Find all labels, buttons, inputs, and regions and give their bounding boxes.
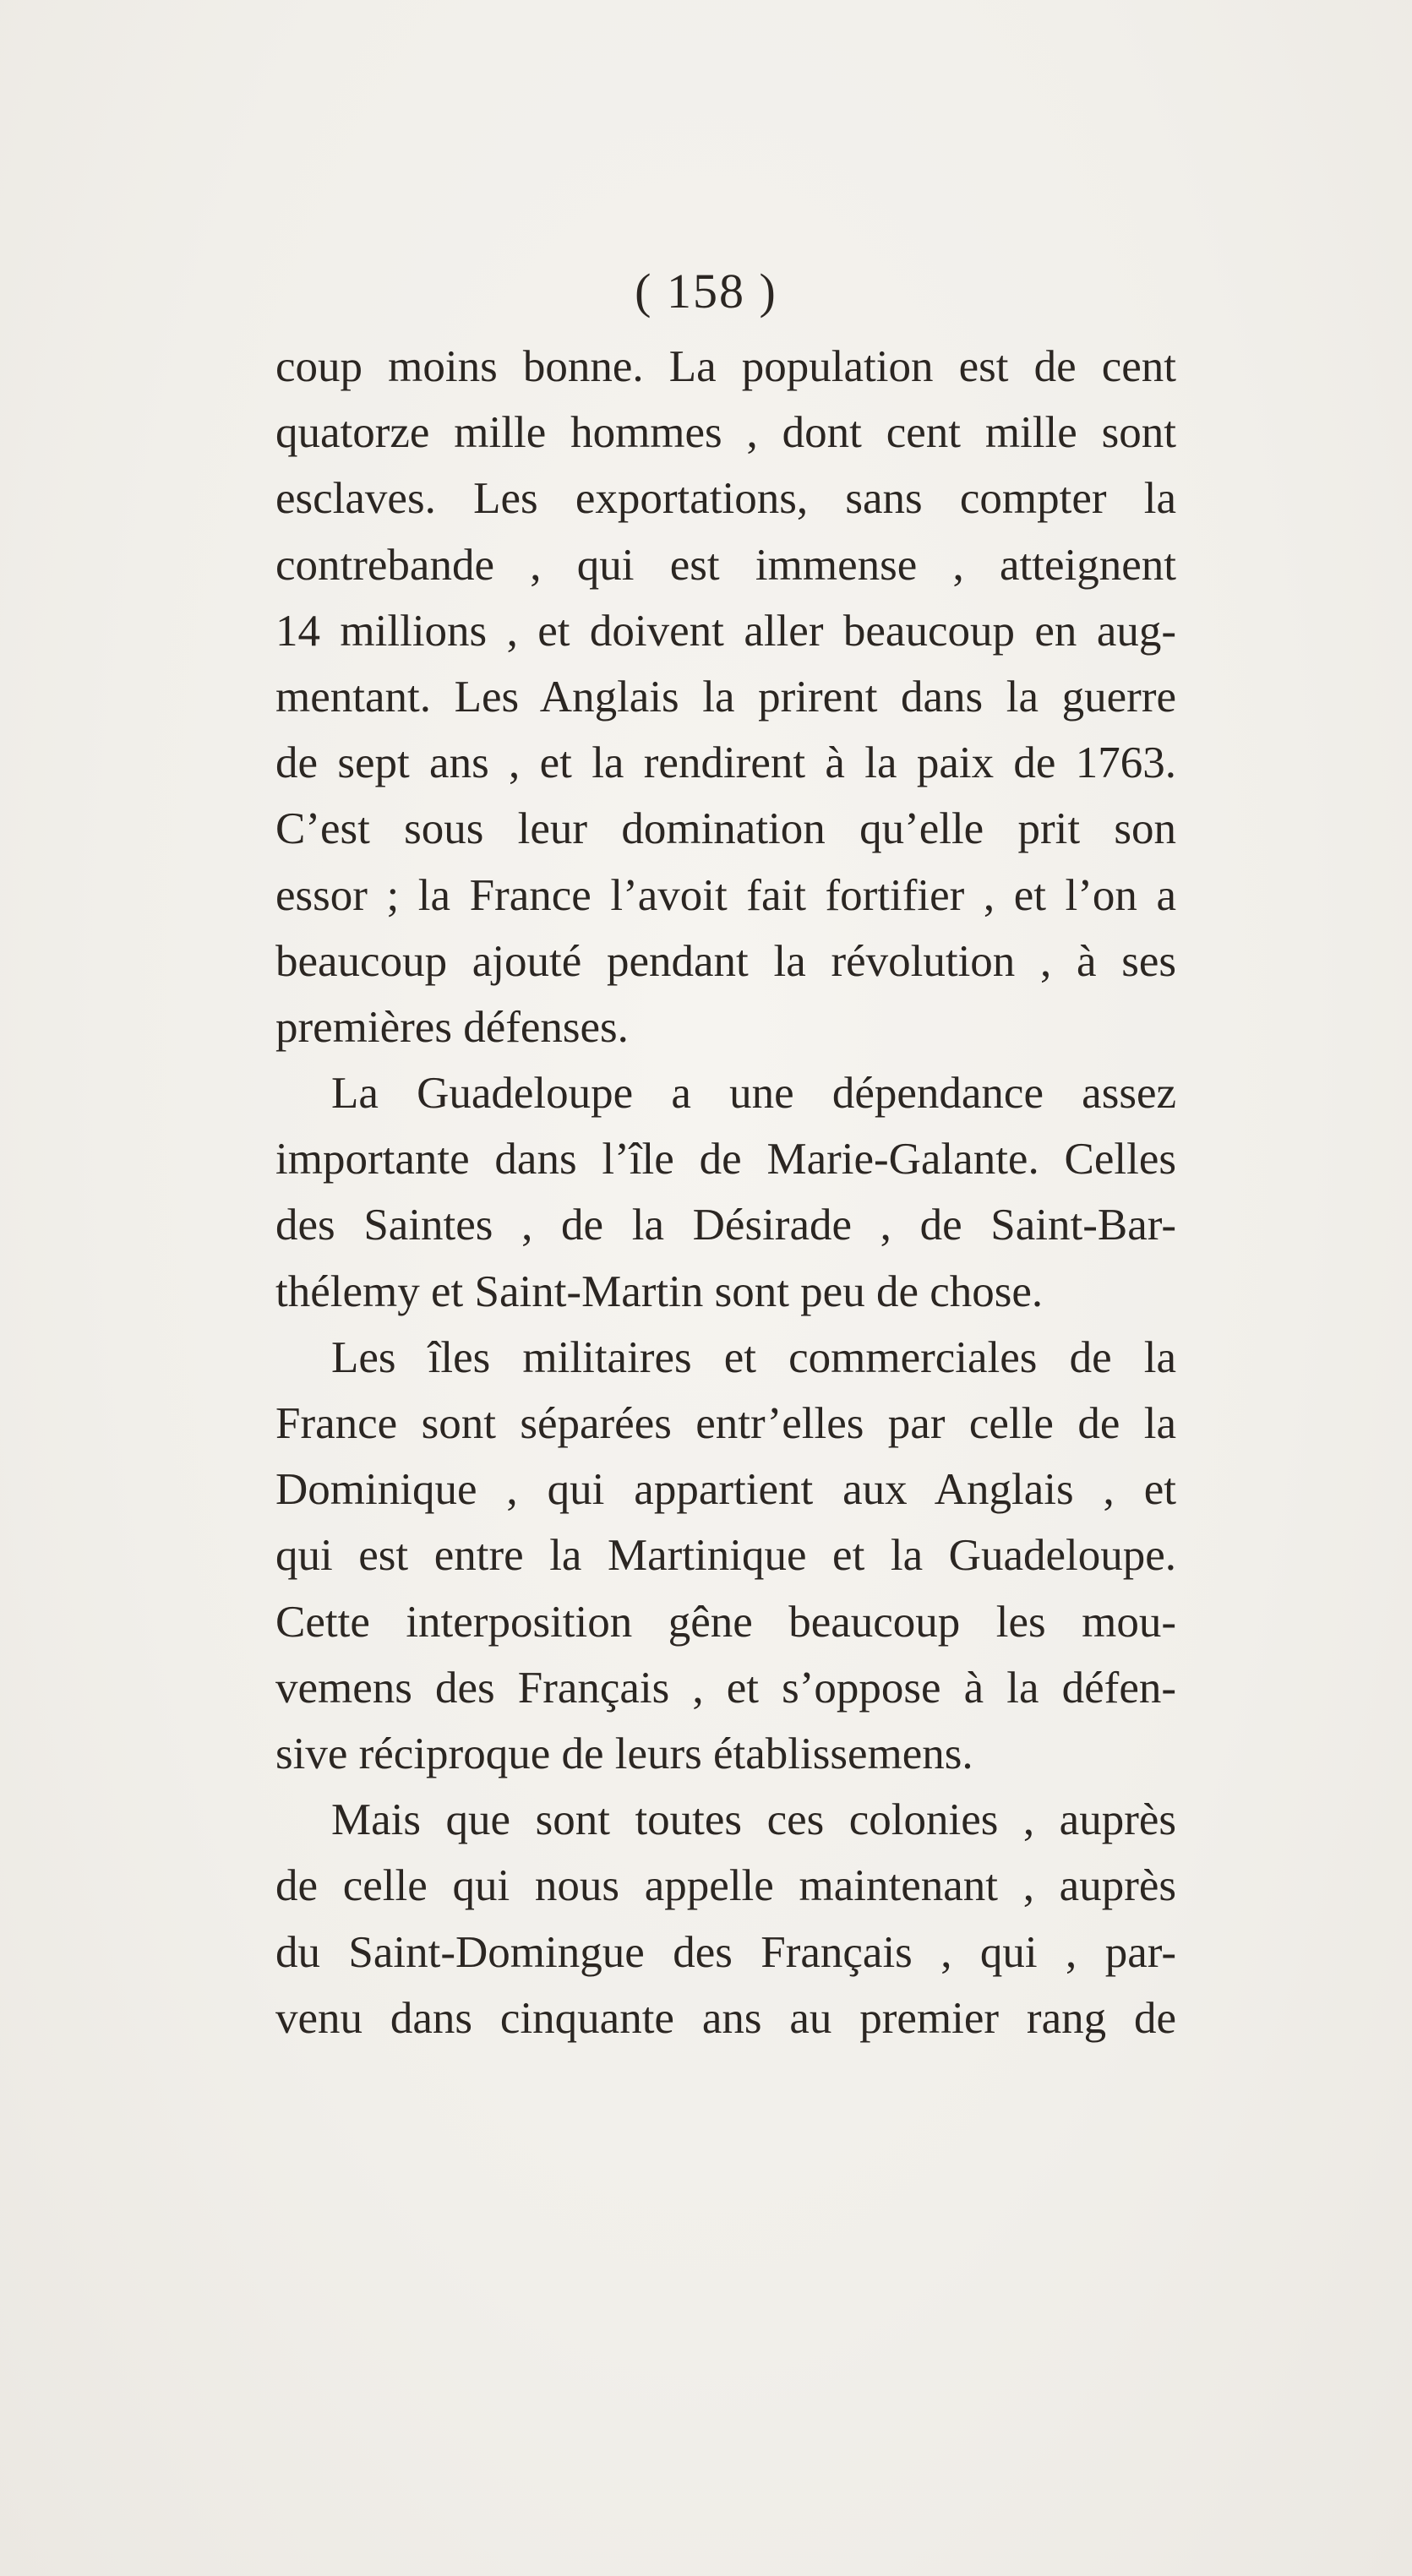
text-line: C’est sous leur domination qu’elle prit son	[275, 804, 1176, 854]
text-line: du Saint-Domingue des Français , qui , par-	[275, 1927, 1176, 1977]
body-text	[275, 334, 1176, 2051]
text-line: 14 millions , et doivent aller beaucoup en aug-	[275, 606, 1176, 656]
text-line: de celle qui nous appelle maintenant , auprès	[275, 1861, 1176, 1911]
text-line: qui est entre la Martinique et la Guadeloupe.	[275, 1531, 1176, 1581]
text-line: quatorze mille hommes , dont cent mille sont	[275, 408, 1176, 458]
text-line: thélemy et Saint-Martin sont peu de chose.	[275, 1266, 1044, 1316]
text-line: sive réciproque de leurs établissemens.	[275, 1729, 973, 1778]
text-line: La Guadeloupe a une dépendance assez	[331, 1069, 1176, 1119]
text-line: vemens des Français , et s’oppose à la défen-	[275, 1663, 1176, 1713]
text-line: esclaves. Les exportations, sans compter la	[275, 474, 1176, 524]
text-line: Les îles militaires et commerciales de la	[331, 1332, 1176, 1382]
text-line: coup moins bonne. La population est de cent	[275, 342, 1176, 391]
text-line: importante dans l’île de Marie-Galante. Celles	[275, 1135, 1176, 1185]
text-line: des Saintes , de la Désirade , de Saint-Bar-	[275, 1201, 1176, 1250]
text-line: mentant. Les Anglais la prirent dans la guerre	[275, 672, 1176, 722]
text-line: France sont séparées entr’elles par celle de la	[275, 1399, 1176, 1448]
text-line: Cette interposition gêne beaucoup les mou-	[275, 1597, 1176, 1647]
text-line: contrebande , qui est immense , atteignent	[275, 540, 1176, 590]
text-line: essor ; la France l’avoit fait fortifier , et l’on a	[275, 870, 1176, 920]
text-line: de sept ans , et la rendirent à la paix de 1763.	[275, 738, 1176, 788]
text-line: beaucoup ajouté pendant la révolution , à ses	[275, 936, 1176, 986]
page-number: ( 158 )	[635, 264, 777, 319]
text-line: Mais que sont toutes ces colonies , auprès	[331, 1795, 1176, 1845]
text-line: venu dans cinquante ans au premier rang de	[275, 1993, 1176, 2043]
text-line: Dominique , qui appartient aux Anglais , et	[275, 1465, 1176, 1515]
text-line: premières défenses.	[275, 1002, 629, 1052]
